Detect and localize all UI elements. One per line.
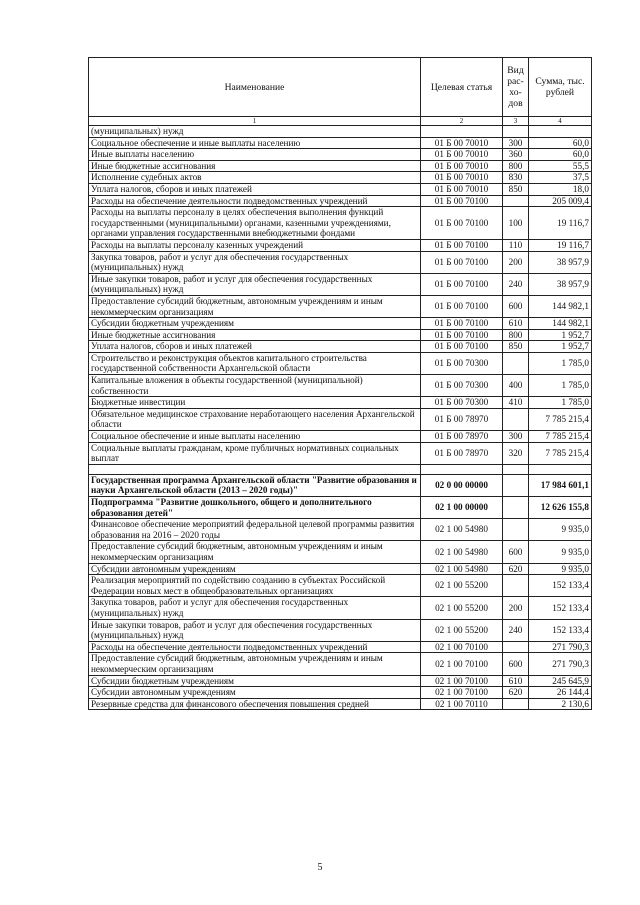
row-target-code bbox=[421, 464, 503, 474]
row-amount: 18,0 bbox=[529, 183, 592, 195]
row-amount: 60,0 bbox=[529, 137, 592, 149]
row-name: Исполнение судебных актов bbox=[89, 172, 421, 184]
table-row bbox=[89, 653, 592, 675]
row-expense-type bbox=[503, 408, 529, 430]
row-expense-type: 600 bbox=[503, 653, 529, 675]
row-target-code: 02 1 00 55200 bbox=[421, 619, 503, 641]
table-row bbox=[89, 172, 592, 184]
table-row bbox=[89, 251, 592, 273]
row-name bbox=[89, 464, 421, 474]
table-row bbox=[89, 575, 592, 597]
row-name: Иные бюджетные ассигнования bbox=[89, 160, 421, 172]
table-row bbox=[89, 464, 592, 474]
row-expense-type: 110 bbox=[503, 239, 529, 251]
row-amount: 271 790,3 bbox=[529, 641, 592, 653]
row-name: Предоставление субсидий бюджетным, автономным учреждениям и иным некоммерческим организациям bbox=[89, 653, 421, 675]
row-expense-type bbox=[503, 126, 529, 138]
table-row bbox=[89, 641, 592, 653]
header-vid: Вид рас-хо-дов bbox=[503, 58, 529, 117]
column-number: 4 bbox=[529, 117, 592, 126]
row-name: Капитальные вложения в объекты государственной (муниципальной) собственности bbox=[89, 375, 421, 397]
row-target-code: 01 Б 00 70010 bbox=[421, 172, 503, 184]
row-amount: 12 626 155,8 bbox=[529, 497, 592, 519]
row-expense-type bbox=[503, 641, 529, 653]
row-expense-type: 600 bbox=[503, 295, 529, 317]
table-row bbox=[89, 341, 592, 353]
table-row bbox=[89, 273, 592, 295]
table-row bbox=[89, 352, 592, 374]
row-target-code: 02 1 00 55200 bbox=[421, 597, 503, 619]
header-target: Целевая статья bbox=[421, 58, 503, 117]
row-expense-type: 850 bbox=[503, 341, 529, 353]
row-target-code: 01 Б 00 70010 bbox=[421, 137, 503, 149]
row-amount: 2 130,6 bbox=[529, 698, 592, 710]
table-header-row bbox=[89, 58, 592, 117]
row-expense-type: 360 bbox=[503, 149, 529, 161]
table-row bbox=[89, 442, 592, 464]
row-expense-type: 200 bbox=[503, 251, 529, 273]
row-amount: 37,5 bbox=[529, 172, 592, 184]
row-expense-type bbox=[503, 352, 529, 374]
row-name: Социальное обеспечение и иные выплаты населению bbox=[89, 431, 421, 443]
row-amount: 17 984 601,1 bbox=[529, 474, 592, 496]
row-target-code: 02 1 00 70110 bbox=[421, 698, 503, 710]
row-expense-type: 610 bbox=[503, 675, 529, 687]
column-number: 1 bbox=[89, 117, 421, 126]
budget-table bbox=[88, 57, 592, 710]
row-target-code: 01 Б 00 70100 bbox=[421, 207, 503, 240]
row-target-code: 02 1 00 00000 bbox=[421, 497, 503, 519]
row-name: Иные выплаты населению bbox=[89, 149, 421, 161]
table-row bbox=[89, 329, 592, 341]
row-target-code: 01 Б 00 70100 bbox=[421, 341, 503, 353]
table-row bbox=[89, 497, 592, 519]
row-name: (муниципальных) нужд bbox=[89, 126, 421, 138]
table-row bbox=[89, 698, 592, 710]
row-target-code bbox=[421, 126, 503, 138]
row-expense-type: 100 bbox=[503, 207, 529, 240]
row-name: Субсидии автономным учреждениям bbox=[89, 687, 421, 699]
table-row bbox=[89, 183, 592, 195]
row-name: Уплата налогов, сборов и иных платежей bbox=[89, 183, 421, 195]
table-row bbox=[89, 149, 592, 161]
row-amount: 7 785 215,4 bbox=[529, 442, 592, 464]
table-row bbox=[89, 408, 592, 430]
row-amount: 1 952,7 bbox=[529, 341, 592, 353]
row-expense-type: 800 bbox=[503, 329, 529, 341]
table-row bbox=[89, 295, 592, 317]
row-expense-type bbox=[503, 575, 529, 597]
row-target-code: 01 Б 00 78970 bbox=[421, 431, 503, 443]
row-expense-type: 830 bbox=[503, 172, 529, 184]
table-row bbox=[89, 126, 592, 138]
row-amount: 9 935,0 bbox=[529, 541, 592, 563]
row-amount: 19 116,7 bbox=[529, 207, 592, 240]
table-row bbox=[89, 318, 592, 330]
row-name: Предоставление субсидий бюджетным, автономным учреждениям и иным некоммерческим организациям bbox=[89, 541, 421, 563]
table-row bbox=[89, 519, 592, 541]
header-sum: Сумма, тыс. рублей bbox=[529, 58, 592, 117]
row-target-code: 01 Б 00 70300 bbox=[421, 375, 503, 397]
row-amount: 26 144,4 bbox=[529, 687, 592, 699]
row-amount: 1 785,0 bbox=[529, 352, 592, 374]
row-target-code: 02 1 00 70100 bbox=[421, 687, 503, 699]
row-name: Субсидии автономным учреждениям bbox=[89, 563, 421, 575]
row-expense-type: 240 bbox=[503, 273, 529, 295]
row-name: Закупка товаров, работ и услуг для обеспечения государственных (муниципальных) нужд bbox=[89, 597, 421, 619]
row-target-code: 01 Б 00 70300 bbox=[421, 352, 503, 374]
table-row bbox=[89, 160, 592, 172]
row-target-code: 01 Б 00 78970 bbox=[421, 408, 503, 430]
row-name: Расходы на выплаты персоналу в целях обеспечения выполнения функций государственными (муниципальными) органами, казенными учреждениями, органами управления государственными внебюджетными фондами bbox=[89, 207, 421, 240]
row-expense-type: 300 bbox=[503, 431, 529, 443]
row-expense-type: 320 bbox=[503, 442, 529, 464]
row-amount: 60,0 bbox=[529, 149, 592, 161]
row-expense-type bbox=[503, 464, 529, 474]
row-name: Обязательное медицинское страхование неработающего населения Архангельской области bbox=[89, 408, 421, 430]
row-expense-type: 240 bbox=[503, 619, 529, 641]
row-expense-type: 200 bbox=[503, 597, 529, 619]
row-expense-type bbox=[503, 497, 529, 519]
row-target-code: 01 Б 00 70010 bbox=[421, 183, 503, 195]
row-name: Иные бюджетные ассигнования bbox=[89, 329, 421, 341]
table-row bbox=[89, 675, 592, 687]
row-name: Уплата налогов, сборов и иных платежей bbox=[89, 341, 421, 353]
row-target-code: 02 1 00 70100 bbox=[421, 641, 503, 653]
table-body bbox=[89, 126, 592, 710]
row-expense-type: 800 bbox=[503, 160, 529, 172]
row-target-code: 02 1 00 70100 bbox=[421, 675, 503, 687]
row-name: Расходы на выплаты персоналу казенных учреждений bbox=[89, 239, 421, 251]
row-target-code: 02 1 00 55200 bbox=[421, 575, 503, 597]
row-amount: 1 785,0 bbox=[529, 375, 592, 397]
row-target-code: 01 Б 00 70100 bbox=[421, 295, 503, 317]
row-expense-type: 610 bbox=[503, 318, 529, 330]
row-expense-type: 620 bbox=[503, 563, 529, 575]
row-name: Иные закупки товаров, работ и услуг для обеспечения государственных (муниципальных) нужд bbox=[89, 619, 421, 641]
row-amount: 144 982,1 bbox=[529, 295, 592, 317]
row-amount: 38 957,9 bbox=[529, 251, 592, 273]
table-row bbox=[89, 375, 592, 397]
row-expense-type: 410 bbox=[503, 397, 529, 409]
row-amount: 38 957,9 bbox=[529, 273, 592, 295]
row-amount: 245 645,9 bbox=[529, 675, 592, 687]
row-name: Социальное обеспечение и иные выплаты населению bbox=[89, 137, 421, 149]
row-amount: 152 133,4 bbox=[529, 575, 592, 597]
row-expense-type: 400 bbox=[503, 375, 529, 397]
table-row bbox=[89, 541, 592, 563]
row-expense-type: 600 bbox=[503, 541, 529, 563]
row-expense-type: 300 bbox=[503, 137, 529, 149]
row-target-code: 01 Б 00 70100 bbox=[421, 251, 503, 273]
row-name: Иные закупки товаров, работ и услуг для обеспечения государственных (муниципальных) нужд bbox=[89, 273, 421, 295]
table-row bbox=[89, 239, 592, 251]
row-amount: 7 785 215,4 bbox=[529, 431, 592, 443]
row-target-code: 01 Б 00 70010 bbox=[421, 149, 503, 161]
row-name: Субсидии бюджетным учреждениям bbox=[89, 675, 421, 687]
table-row bbox=[89, 137, 592, 149]
row-amount: 271 790,3 bbox=[529, 653, 592, 675]
row-name: Расходы на обеспечение деятельности подведомственных учреждений bbox=[89, 195, 421, 207]
row-target-code: 02 1 00 54980 bbox=[421, 541, 503, 563]
table-row bbox=[89, 619, 592, 641]
table-row bbox=[89, 207, 592, 240]
table-row bbox=[89, 597, 592, 619]
row-name: Строительство и реконструкция объектов капитального строительства государственной собственности Архангельской области bbox=[89, 352, 421, 374]
row-name: Государственная программа Архангельской области "Развитие образования и науки Архангельской области (2013 – 2020 годы)" bbox=[89, 474, 421, 496]
row-expense-type bbox=[503, 474, 529, 496]
row-name: Расходы на обеспечение деятельности подведомственных учреждений bbox=[89, 641, 421, 653]
row-target-code: 01 Б 00 70100 bbox=[421, 273, 503, 295]
header-name: Наименование bbox=[89, 58, 421, 117]
row-amount bbox=[529, 126, 592, 138]
row-name: Субсидии бюджетным учреждениям bbox=[89, 318, 421, 330]
table-row bbox=[89, 195, 592, 207]
row-amount: 1 952,7 bbox=[529, 329, 592, 341]
table-row bbox=[89, 563, 592, 575]
row-target-code: 01 Б 00 78970 bbox=[421, 442, 503, 464]
row-name: Закупка товаров, работ и услуг для обеспечения государственных (муниципальных) нужд bbox=[89, 251, 421, 273]
row-name: Реализация мероприятий по содействию созданию в субъектах Российской Федерации новых мест в общеобразовательных организациях bbox=[89, 575, 421, 597]
table-row bbox=[89, 431, 592, 443]
row-amount: 55,5 bbox=[529, 160, 592, 172]
row-target-code: 01 Б 00 70300 bbox=[421, 397, 503, 409]
column-number: 3 bbox=[503, 117, 529, 126]
column-number: 2 bbox=[421, 117, 503, 126]
row-amount: 9 935,0 bbox=[529, 563, 592, 575]
row-target-code: 01 Б 00 70100 bbox=[421, 329, 503, 341]
row-name: Подпрограмма "Развитие дошкольного, общего и дополнительного образования детей" bbox=[89, 497, 421, 519]
table-row bbox=[89, 474, 592, 496]
row-amount: 144 982,1 bbox=[529, 318, 592, 330]
row-target-code: 01 Б 00 70010 bbox=[421, 160, 503, 172]
row-amount: 1 785,0 bbox=[529, 397, 592, 409]
row-name: Социальные выплаты гражданам, кроме публичных нормативных социальных выплат bbox=[89, 442, 421, 464]
row-name: Бюджетные инвестиции bbox=[89, 397, 421, 409]
row-amount: 205 009,4 bbox=[529, 195, 592, 207]
row-target-code: 01 Б 00 70100 bbox=[421, 239, 503, 251]
row-amount: 7 785 215,4 bbox=[529, 408, 592, 430]
row-target-code: 02 1 00 70100 bbox=[421, 653, 503, 675]
row-target-code: 02 0 00 00000 bbox=[421, 474, 503, 496]
row-target-code: 02 1 00 54980 bbox=[421, 519, 503, 541]
row-name: Предоставление субсидий бюджетным, автономным учреждениям и иным некоммерческим организациям bbox=[89, 295, 421, 317]
table-row bbox=[89, 687, 592, 699]
row-amount bbox=[529, 464, 592, 474]
row-expense-type bbox=[503, 698, 529, 710]
row-name: Резервные средства для финансового обеспечения повышения средней bbox=[89, 698, 421, 710]
row-target-code: 02 1 00 54980 bbox=[421, 563, 503, 575]
row-amount: 152 133,4 bbox=[529, 619, 592, 641]
column-number-row bbox=[89, 117, 592, 126]
row-amount: 19 116,7 bbox=[529, 239, 592, 251]
row-target-code: 01 Б 00 70100 bbox=[421, 195, 503, 207]
row-expense-type: 850 bbox=[503, 183, 529, 195]
row-expense-type bbox=[503, 519, 529, 541]
row-amount: 9 935,0 bbox=[529, 519, 592, 541]
table-row bbox=[89, 397, 592, 409]
row-amount: 152 133,4 bbox=[529, 597, 592, 619]
page-number: 5 bbox=[317, 862, 323, 873]
row-expense-type: 620 bbox=[503, 687, 529, 699]
row-target-code: 01 Б 00 70100 bbox=[421, 318, 503, 330]
row-expense-type bbox=[503, 195, 529, 207]
row-name: Финансовое обеспечение мероприятий федеральной целевой программы развития образования на 2016 – 2020 годы bbox=[89, 519, 421, 541]
